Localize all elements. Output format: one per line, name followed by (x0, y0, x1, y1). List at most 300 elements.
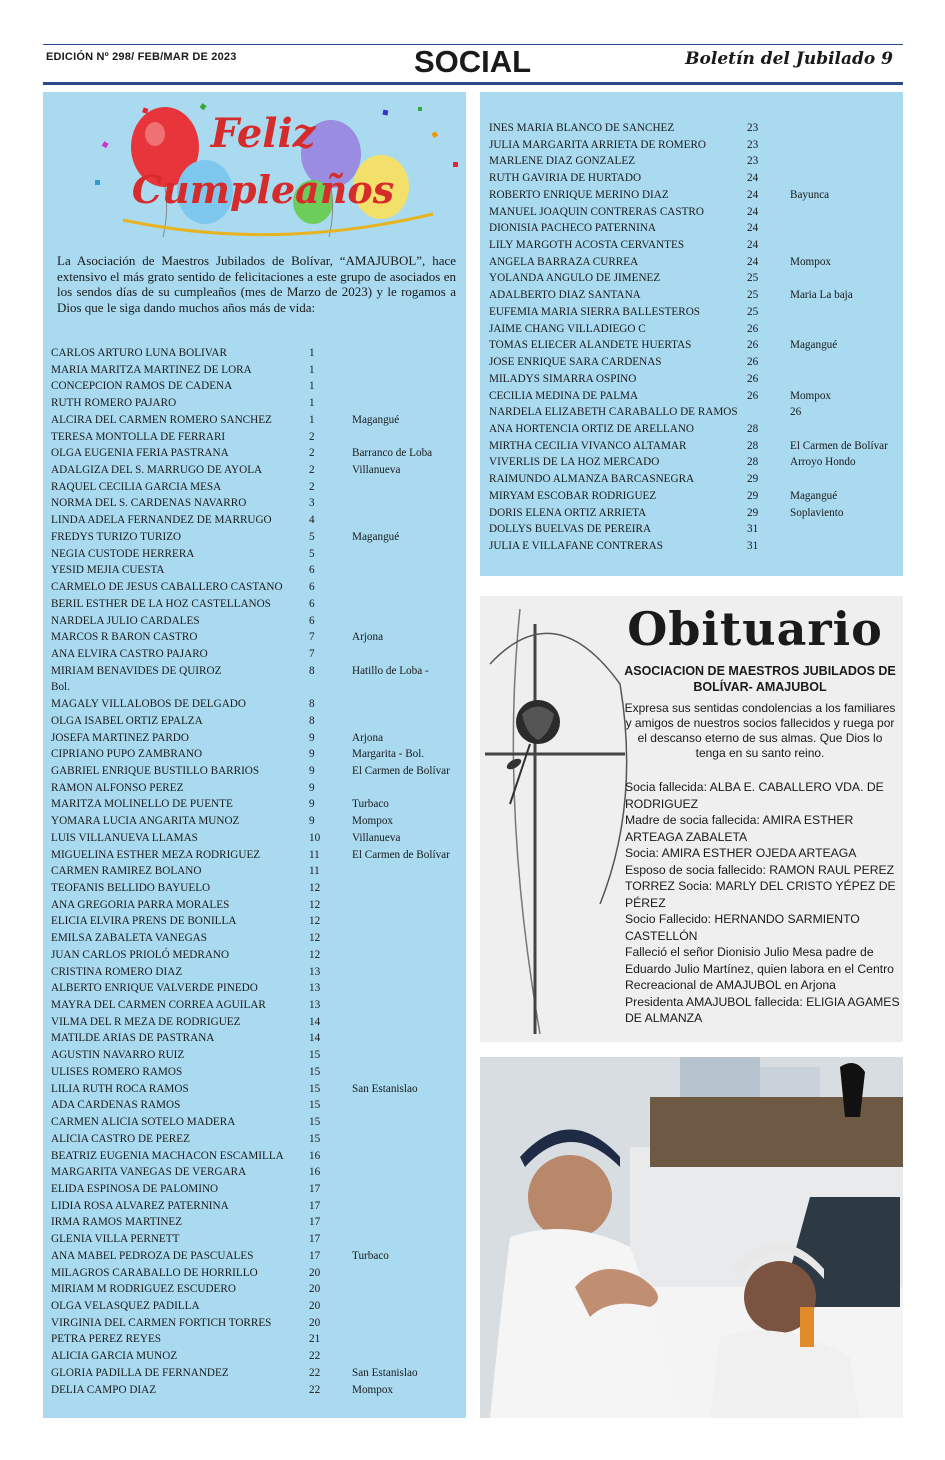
birthday-day: 2 (309, 480, 315, 493)
birthday-row (51, 847, 461, 864)
birthday-row (51, 947, 461, 964)
member-name: LUIS VILLANUEVA LLAMAS (51, 831, 198, 844)
birthday-day: 7 (309, 631, 315, 644)
birthday-row (51, 395, 461, 412)
member-name: ALCIRA DEL CARMEN ROMERO SANCHEZ (51, 413, 272, 426)
obituary-panel (480, 596, 903, 1042)
masthead: Boletín del Jubilado 9 (685, 49, 893, 69)
birthday-row (51, 1265, 461, 1282)
member-name: LILY MARGOTH ACOSTA CERVANTES (489, 239, 685, 252)
member-town: San Estanislao (352, 1082, 418, 1095)
birthday-row (51, 813, 461, 830)
birthday-day: 31 (747, 539, 759, 552)
birthday-day: 10 (309, 831, 321, 844)
birthday-day: 20 (309, 1266, 321, 1279)
member-name: CRISTINA ROMERO DIAZ (51, 965, 183, 978)
birthday-day: 1 (309, 347, 315, 359)
birthday-row (51, 696, 461, 713)
member-name: MAGALY VILLALOBOS DE DELGADO (51, 698, 246, 711)
member-name: RUTH GAVIRIA DE HURTADO (489, 172, 642, 185)
birthday-day: 6 (309, 614, 315, 627)
member-name: EUFEMIA MARIA SIERRA BALLESTEROS (489, 305, 701, 318)
birthday-day: 26 (747, 356, 759, 369)
birthday-row (51, 1081, 461, 1098)
member-name: MARIA MARITZA MARTINEZ DE LORA (51, 363, 252, 376)
member-name: AGUSTIN NAVARRO RUIZ (51, 1049, 185, 1062)
birthday-row (51, 613, 461, 630)
member-name: ANA MABEL PEDROZA DE PASCUALES (51, 1249, 254, 1262)
member-name: NARDELA JULIO CARDALES (51, 614, 200, 627)
member-name: YESID MEJIA CUESTA (51, 564, 165, 577)
birthday-row (51, 1014, 461, 1031)
birthday-day: 2 (309, 430, 315, 443)
birthday-row (489, 505, 899, 522)
member-name: INES MARIA BLANCO DE SANCHEZ (489, 122, 675, 134)
memorial-photo (480, 1057, 903, 1418)
member-name: MARLENE DIAZ GONZALEZ (489, 155, 636, 168)
member-name: MILADYS SIMARRA OSPINO (489, 372, 637, 385)
obituary-item: Presidenta AMAJUBOL fallecida: ELIGIA AGAMES DE ALMANZA (625, 994, 900, 1025)
member-name: CARMEN ALICIA SOTELO MADERA (51, 1116, 236, 1129)
birthday-row (51, 746, 461, 763)
member-name: MIRIAM BENAVIDES DE QUIROZ (51, 664, 222, 677)
birthday-row (51, 579, 461, 596)
birthday-day: 9 (309, 764, 315, 777)
member-name: ADALGIZA DEL S. MARRUGO DE AYOLA (51, 464, 263, 477)
birthday-day: 12 (309, 915, 321, 928)
birthday-day: 17 (309, 1199, 321, 1212)
birthday-row (51, 495, 461, 512)
member-name: LILIA RUTH ROCA RAMOS (51, 1082, 189, 1095)
birthday-day: 12 (309, 882, 321, 894)
birthday-row (51, 596, 461, 613)
birthday-day: 14 (309, 1032, 321, 1045)
member-name: JAIME CHANG VILLADIEGO C (489, 322, 646, 335)
member-name: LINDA ADELA FERNANDEZ DE MARRUGO (51, 514, 272, 527)
member-name: DELIA CAMPO DIAZ (51, 1383, 157, 1396)
member-name: ELIDA ESPINOSA DE PALOMINO (51, 1182, 219, 1195)
member-town: Margarita - Bol. (352, 748, 425, 761)
member-name: TERESA MONTOLLA DE FERRARI (51, 430, 226, 443)
birthday-day: 13 (309, 982, 321, 995)
birthday-list-right (489, 120, 899, 555)
birthday-row (51, 1315, 461, 1332)
birthday-row (489, 170, 899, 187)
member-name: NARDELA ELIZABETH CARABALLO DE RAMOS (489, 406, 738, 419)
obituary-item: Esposo de socia fallecido: RAMON RAUL PEREZ TORREZ Socia: MARLY DEL CRISTO YÉPEZ DE PÉREZ (625, 862, 896, 910)
member-name: MIRIAM M RODRIGUEZ ESCUDERO (51, 1283, 236, 1296)
birthday-row (489, 304, 899, 321)
member-name: FREDYS TURIZO TURIZO (51, 530, 182, 543)
birthday-row (489, 237, 899, 254)
member-name: BEATRIZ EUGENIA MACHACON ESCAMILLA (51, 1149, 284, 1162)
birthday-row (51, 479, 461, 496)
member-name: CARMELO DE JESUS CABALLERO CASTANO (51, 581, 283, 594)
birthday-row (51, 529, 461, 546)
birthday-row (489, 371, 899, 388)
member-town: Magangué (790, 339, 838, 352)
member-name: ANGELA BARRAZA CURREA (489, 255, 639, 268)
birthday-day: 4 (309, 514, 315, 527)
birthday-row (51, 763, 461, 780)
birthday-day: 16 (309, 1149, 321, 1162)
member-name: RUTH ROMERO PAJARO (51, 397, 177, 410)
birthday-day: 15 (309, 1082, 321, 1095)
member-town: Hatillo de Loba - (352, 664, 429, 677)
birthday-day: 8 (309, 664, 315, 677)
birthday-day: 5 (309, 530, 315, 543)
member-town: El Carmen de Bolívar (790, 439, 888, 452)
birthday-day: 24 (747, 239, 759, 252)
member-town: Maria La baja (790, 289, 853, 302)
birthday-row (51, 1097, 461, 1114)
birthday-day: 6 (309, 581, 315, 594)
member-name: BERIL ESTHER DE LA HOZ CASTELLANOS (51, 597, 271, 610)
birthday-day: 12 (309, 932, 321, 945)
birthday-day: 1 (309, 413, 315, 426)
member-town: San Estanislao (352, 1366, 418, 1379)
birthday-day: 9 (309, 748, 315, 761)
member-name: ANA ELVIRA CASTRO PAJARO (51, 647, 208, 660)
birthday-row (489, 538, 899, 555)
member-name: MANUEL JOAQUIN CONTRERAS CASTRO (489, 205, 704, 218)
birthday-day: 31 (747, 523, 759, 536)
member-name: DOLLYS BUELVAS DE PEREIRA (489, 523, 652, 536)
member-town: Turbaco (352, 798, 389, 811)
birthday-row (51, 1047, 461, 1064)
birthday-day: 22 (309, 1350, 321, 1363)
birthday-row (51, 1248, 461, 1265)
birthday-row (51, 1331, 461, 1348)
birthday-row (51, 1231, 461, 1248)
member-name: TOMAS ELIECER ALANDETE HUERTAS (489, 339, 692, 352)
birthday-row (489, 337, 899, 354)
member-name: CECILIA MEDINA DE PALMA (489, 389, 639, 402)
member-name: VIVERLIS DE LA HOZ MERCADO (489, 456, 660, 469)
birthday-row (489, 187, 899, 204)
birthday-row (51, 830, 461, 847)
birthday-day: 24 (747, 172, 759, 185)
birthday-row (51, 980, 461, 997)
member-name: JOSEFA MARTINEZ PARDO (51, 731, 189, 744)
birthday-day: 8 (309, 714, 315, 727)
birthday-row (51, 1348, 461, 1365)
birthday-day: 26 (747, 372, 759, 385)
member-name: ALICIA GARCIA MUNOZ (51, 1350, 178, 1363)
member-name: ROBERTO ENRIQUE MERINO DIAZ (489, 188, 669, 201)
birthday-row (489, 220, 899, 237)
birthday-row (51, 913, 461, 930)
birthday-day: 9 (309, 815, 315, 828)
birthday-row (489, 421, 899, 438)
birthday-row (489, 471, 899, 488)
birthday-row (489, 204, 899, 221)
member-name: RAIMUNDO ALMANZA BARCASNEGRA (489, 473, 695, 486)
birthday-row (51, 1114, 461, 1131)
member-name: NEGIA CUSTODE HERRERA (51, 547, 195, 560)
birthday-day: 26 (747, 339, 759, 352)
birthday-row (489, 388, 899, 405)
member-name: YOLANDA ANGULO DE JIMENEZ (489, 272, 661, 285)
birthday-row (489, 438, 899, 455)
birthday-row (489, 354, 899, 371)
member-town: Soplaviento (790, 506, 844, 519)
birthday-day: 11 (309, 848, 320, 861)
member-town: 26 (790, 406, 802, 419)
birthday-row (489, 254, 899, 271)
birthday-day: 9 (309, 781, 315, 794)
member-name: LIDIA ROSA ALVAREZ PATERNINA (51, 1199, 229, 1212)
birthday-row (51, 562, 461, 579)
member-name: NORMA DEL S. CARDENAS NAVARRO (51, 497, 247, 510)
birthday-day: 17 (309, 1182, 321, 1195)
birthday-intro: La Asociación de Maestros Jubilados de Bolívar, “AMAJUBOL”, hace extensivo el más grato sentido de felicitaciones a este grupo de asociados en los sendos días de su cumpleaños (mes de Marzo de 2023) y le rogamos a Dios que le siga dando muchos años más de vida: (57, 253, 456, 315)
birthday-row (51, 546, 461, 563)
birthday-row (51, 345, 461, 362)
member-name: GLENIA VILLA PERNETT (51, 1233, 180, 1246)
birthday-day: 12 (309, 898, 321, 911)
birthday-row (489, 454, 899, 471)
member-name: MAYRA DEL CARMEN CORREA AGUILAR (51, 999, 266, 1012)
member-name: CONCEPCION RAMOS DE CADENA (51, 380, 233, 393)
member-town: El Carmen de Bolívar (352, 764, 450, 777)
member-town: Mompox (352, 1383, 394, 1396)
birthday-row (51, 1382, 461, 1399)
obituary-item: Socia: AMIRA ESTHER OJEDA ARTEAGA (625, 846, 857, 860)
birthday-day: 25 (747, 289, 759, 302)
section-title: SOCIAL (413, 44, 532, 79)
birthday-row (489, 137, 899, 154)
member-town: Arroyo Hondo (790, 456, 856, 469)
birthday-day: 20 (309, 1299, 321, 1312)
member-name: RAMON ALFONSO PEREZ (51, 781, 184, 794)
member-name: VIRGINIA DEL CARMEN FORTICH TORRES (51, 1316, 272, 1329)
member-name: ALICIA CASTRO DE PEREZ (51, 1132, 190, 1145)
member-town: Magangué (352, 530, 400, 543)
obituary-item: Madre de socia fallecida: AMIRA ESTHER ARTEAGA ZABALETA (625, 813, 854, 844)
birthday-row (51, 362, 461, 379)
obituary-org: ASOCIACION DE MAESTROS JUBILADOS DE BOLÍVAR- AMAJUBOL (624, 664, 896, 694)
birthday-row (489, 287, 899, 304)
member-town: Villanueva (352, 831, 401, 844)
birthday-day: 29 (747, 506, 759, 519)
birthday-row (51, 730, 461, 747)
member-town: Magangué (790, 489, 838, 502)
member-name: TEOFANIS BELLIDO BAYUELO (51, 882, 211, 894)
member-name: MARCOS R BARON CASTRO (51, 631, 198, 644)
member-name: CARMEN RAMIREZ BOLANO (51, 865, 202, 878)
member-name: ADALBERTO DIAZ SANTANA (489, 289, 641, 302)
member-name: PETRA PEREZ REYES (51, 1333, 162, 1346)
birthday-row (51, 1131, 461, 1148)
member-name: ALBERTO ENRIQUE VALVERDE PINEDO (51, 982, 258, 995)
birthday-row (51, 1281, 461, 1298)
photo-illustration (480, 1057, 903, 1418)
birthday-row (51, 663, 461, 680)
member-name: VILMA DEL R MEZA DE RODRIGUEZ (51, 1015, 241, 1028)
birthday-row (51, 646, 461, 663)
birthday-day: 11 (309, 865, 320, 878)
birthday-day: 17 (309, 1216, 321, 1229)
birthday-day: 13 (309, 999, 321, 1012)
birthday-row (489, 404, 899, 421)
birthday-day: 2 (309, 464, 315, 477)
birthday-row (489, 321, 899, 338)
member-name: ANA GREGORIA PARRA MORALES (51, 898, 230, 911)
member-town: Magangué (352, 413, 400, 426)
birthday-row (489, 153, 899, 170)
member-town: Barranco de Loba (352, 447, 433, 460)
obituary-message: Expresa sus sentidas condolencias a los familiares y amigos de nuestros socios fallecidos y ruega por el descanso eterno de sus almas. Que Dios lo tenga en su santo reino. (624, 701, 896, 760)
birthday-row (489, 488, 899, 505)
obituary-item: Falleció el señor Dionisio Julio Mesa padre de Eduardo Julio Martínez, quien labora en el Centro Recreacional de AMAJUBOL en Arjona (625, 945, 894, 992)
member-town: El Carmen de Bolívar (352, 848, 450, 861)
birthday-day: 9 (309, 731, 315, 744)
member-town: Mompox (352, 815, 394, 828)
birthday-day: 12 (309, 948, 321, 961)
banner-line1: Feliz (210, 110, 316, 157)
birthday-row (51, 796, 461, 813)
birthday-day: 1 (309, 380, 315, 393)
obituary-list (625, 779, 900, 1027)
birthday-day: 24 (747, 188, 759, 201)
banner-line2: Cumpleaños (131, 167, 395, 212)
birthday-day: 29 (747, 473, 759, 486)
birthday-day: 13 (309, 965, 321, 978)
birthday-row (51, 629, 461, 646)
birthday-day: 24 (747, 255, 759, 268)
member-name: MIGUELINA ESTHER MEZA RODRIGUEZ (51, 848, 261, 861)
member-name: OLGA ISABEL ORTIZ EPALZA (51, 714, 203, 727)
birthday-day: 17 (309, 1249, 321, 1262)
birthday-day: 1 (309, 363, 315, 376)
birthday-day: 16 (309, 1166, 321, 1179)
birthday-panel (43, 92, 466, 1418)
member-town: Turbaco (352, 1249, 389, 1262)
birthday-day: 15 (309, 1065, 321, 1078)
birthday-row (51, 378, 461, 395)
member-name: CIPRIANO PUPO ZAMBRANO (51, 748, 203, 761)
member-town: Bayunca (790, 188, 830, 201)
birthday-day: 15 (309, 1099, 321, 1112)
member-town: Arjona (352, 631, 384, 644)
birthday-row (51, 412, 461, 429)
birthday-day: 3 (309, 497, 315, 510)
birthday-row (51, 880, 461, 897)
birthday-day: 8 (309, 698, 315, 711)
birthday-day: 26 (747, 322, 759, 335)
birthday-day: 29 (747, 489, 759, 502)
birthday-row (51, 429, 461, 446)
member-name: JUAN CARLOS PRIOLÓ MEDRANO (51, 948, 230, 961)
birthday-row (51, 1298, 461, 1315)
birthday-row (51, 1148, 461, 1165)
member-name: CARLOS ARTURO LUNA BOLIVAR (51, 347, 227, 359)
member-name: JULIA E VILLAFANE CONTRERAS (489, 539, 663, 552)
birthday-day: 15 (309, 1049, 321, 1062)
edition-label: EDICIÓN Nº 298/ FEB/MAR DE 2023 (46, 51, 237, 63)
obituary-item: Socia fallecida: ALBA E. CABALLERO VDA. DE RODRIGUEZ (625, 780, 884, 811)
birthday-day: 20 (309, 1283, 321, 1296)
birthday-row (51, 863, 461, 880)
birthday-row (51, 1214, 461, 1231)
birthday-day: 21 (309, 1333, 321, 1346)
birthday-day: 24 (747, 222, 759, 235)
birthday-day: 2 (309, 447, 315, 460)
birthday-day: 25 (747, 272, 759, 285)
birthday-list-left (51, 345, 461, 1398)
birthday-day: 6 (309, 597, 315, 610)
birthday-day: 7 (309, 647, 315, 660)
member-town: Villanueva (352, 464, 401, 477)
birthday-row (51, 445, 461, 462)
member-name: OLGA VELASQUEZ PADILLA (51, 1299, 200, 1312)
birthday-row (51, 679, 461, 696)
member-name: DIONISIA PACHECO PATERNINA (489, 222, 657, 235)
member-name: ELICIA ELVIRA PRENS DE BONILLA (51, 915, 237, 928)
member-name: ADA CARDENAS RAMOS (51, 1099, 181, 1112)
member-town: Mompox (790, 255, 832, 268)
birthday-day: 23 (747, 138, 759, 151)
member-name: OLGA EUGENIA FERIA PASTRANA (51, 447, 229, 460)
birthday-row (51, 1030, 461, 1047)
member-town: Mompox (790, 389, 832, 402)
birthday-row (51, 512, 461, 529)
birthday-day: 23 (747, 155, 759, 168)
birthday-day: 22 (309, 1366, 321, 1379)
birthday-day: 9 (309, 798, 315, 811)
birthday-panel-continued (480, 92, 903, 576)
birthday-row (489, 270, 899, 287)
birthday-row (51, 1064, 461, 1081)
obituary-title: Obituario (627, 602, 883, 656)
birthday-row (51, 780, 461, 797)
member-name: JOSE ENRIQUE SARA CARDENAS (489, 356, 662, 369)
birthday-day: 28 (747, 439, 759, 452)
birthday-row (51, 964, 461, 981)
member-name: JULIA MARGARITA ARRIETA DE ROMERO (489, 138, 706, 151)
birthday-day: 17 (309, 1233, 321, 1246)
birthday-day: 14 (309, 1015, 321, 1028)
birthday-day: 5 (309, 547, 315, 560)
birthday-day: 22 (309, 1383, 321, 1396)
member-name: MIRYAM ESCOBAR RODRIGUEZ (489, 489, 657, 502)
member-name: RAQUEL CECILIA GARCIA MESA (51, 480, 222, 493)
member-town: Arjona (352, 731, 384, 744)
birthday-row (51, 897, 461, 914)
member-name: IRMA RAMOS MARTINEZ (51, 1216, 183, 1229)
member-name: DORIS ELENA ORTIZ ARRIETA (489, 506, 647, 519)
member-name: Bol. (51, 681, 70, 694)
header-rule-bottom (43, 82, 903, 85)
birthday-row (51, 930, 461, 947)
member-name: MARITZA MOLINELLO DE PUENTE (51, 798, 233, 811)
birthday-row (51, 462, 461, 479)
cross-with-rose-art (480, 604, 630, 1034)
member-name: GABRIEL ENRIQUE BUSTILLO BARRIOS (51, 764, 260, 777)
birthday-day: 26 (747, 389, 759, 402)
birthday-row (51, 997, 461, 1014)
birthday-row (51, 1181, 461, 1198)
member-name: ANA HORTENCIA ORTIZ DE ARELLANO (489, 422, 694, 435)
birthday-row (489, 120, 899, 137)
birthday-day: 1 (309, 397, 315, 410)
birthday-day: 15 (309, 1116, 321, 1129)
birthday-day: 24 (747, 205, 759, 218)
member-name: YOMARA LUCIA ANGARITA MUNOZ (51, 815, 240, 828)
member-name: MARGARITA VANEGAS DE VERGARA (51, 1166, 247, 1179)
member-name: ULISES ROMERO RAMOS (51, 1065, 183, 1078)
